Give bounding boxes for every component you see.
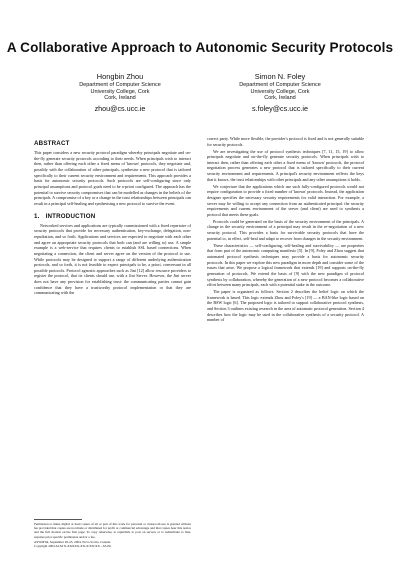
footnote-rule xyxy=(34,519,82,520)
copyright-line: Copyright 2004 ACM X-XXXXX-XX-X/XX/XX ...$5.00. xyxy=(34,544,112,549)
section-heading-introduction xyxy=(34,213,191,221)
author-block xyxy=(40,72,360,124)
copyright-footnote xyxy=(34,522,191,549)
paper-title: A Collaborative Approach to Autonomic Security Protocols xyxy=(6,40,394,55)
right-column xyxy=(207,136,364,323)
abstract-heading: ABSTRACT xyxy=(34,140,70,147)
body-paragraph: correct party. While more flexible, the provider's protocol is fixed and is not generally suitable for security protocols. xyxy=(207,136,364,147)
author-institution: University College, Cork xyxy=(90,88,150,95)
author-email: s.foley@cs.ucc.ie xyxy=(251,103,309,113)
author-location: Cork, Ireland xyxy=(264,95,296,102)
author-2 xyxy=(200,72,360,114)
venue-line: ASWM'04, September 20-23, 2004, Nova Scotia, Canada. xyxy=(34,540,111,545)
author-name: Hongbin Zhou xyxy=(96,72,144,81)
left-column xyxy=(34,140,191,296)
section-title: INTRODUCTION xyxy=(45,212,96,220)
body-paragraph: The paper is organized as follows. Section 2 describes the belief logic on which the framework is based. This logic extends Zhou and Foley's [19] — a BAN-like logic based on the BSW logic [6]. The proposed logic is tailored to support collaborative protocol synthesis, and Section 3 outlines existing research in the area of automatic protocol generation. Section 4 describes how the logic may be used in the collaborative synthesis of a security protocol. A number of xyxy=(207,289,364,323)
section-number: 1. xyxy=(34,212,40,220)
body-paragraph: These characteristics — self-configuring, self-healing and survivability — are properties that form part of the autonomic computing manifesto [5]. In [9], Foley and Zhou suggest that automated protocol synthesis techniques may provide a basis for autonomic security protocols. In this paper we explore this new paradigm in more depth and consider some of the issues that arise. We propose a logical framework that extends [19] and supports on-the-fly generation of protocols. We extend the basis of [9] with the new paradigm of protocol synthesis by collaboration, whereby the generation of a new protocol becomes a collaborative effort between many principals, each with a potential stake in the outcome. xyxy=(207,242,364,288)
body-paragraph: Protocols could be generated on the basis of the security environment of the principals. A change in the security environment of a principal may result in the re-negotiation of a new security protocol. This provides a basis for survivable security protocols that have the potential to, in effect, self-heal and adapt to recover from changes in the security environment. xyxy=(207,218,364,241)
body-paragraph: Networked services and applications are typically commissioned with a fixed repertoire of security protocols that provide for necessary authentication, key-exchange, delegation, non-repudiation, and so forth. Applications and services are expected to negotiate with each other and agree on appropriate security protocols that both can (and are willing to) use. A simple example is a web-service that requires clients to establish SSL based connections. When negotiating a connection, the client and server agree on the version of the protocol to use. While protocols may be designed to support a range of different underlying authentication protocols, and so forth, it is not feasible to expect principals to be, a priori, conversant in all possible protocols. Protocol agnostic approaches such as Jini [12] allow resource providers to register the protocol, that its clients should use, with a Jini Server. However, the Jini server does not have any provision for establishing trust: the communicating parties cannot gain confidence that they have a trustworthy protocol implementation or that they are communicating with the xyxy=(34,222,191,296)
abstract-text: This paper considers a new security protocol paradigm whereby principals negotiate and on-the-fly generate security protocols according to their needs. When principals wish to interact then, rather than offering each other a fixed menu of 'known' protocols, they negotiate and, possibly with the collaboration of other principals, synthesise a new protocol that is tailored specifically to their current security environment and requirements. This approach provides a basis for autonomic security protocols. Such protocols are self-configuring since only principal assumptions and protocol goals need to be a-priori configured. The approach has the potential to survive security compromises that can be modelled as changes in the beliefs of the principals. A compromise of a key or a change in the trust relationships between principals can result in a principal self-healing and synthesising a new protocol to survive the event. xyxy=(34,150,191,206)
body-paragraph: We conjecture that the applications which use such fully-configured protocols would not require configuration to provide a fixed number of 'known' protocols. Instead, the application designer specifies the necessary security requirements for valid interaction. For example, a server may be willing to accept any connection from an authenticated principal: the security requirements and current environment of the server (and client) are used to synthesis a protocol that meets these goals. xyxy=(207,183,364,217)
author-location: Cork, Ireland xyxy=(104,95,136,102)
author-department: Department of Computer Science xyxy=(79,82,161,88)
author-1 xyxy=(40,72,200,114)
author-department: Department of Computer Science xyxy=(239,82,321,88)
author-name: Simon N. Foley xyxy=(254,72,306,81)
permission-notice: Permission to make digital or hard copies of all or part of this work for personal or classroom use is granted without fee provided that copies are not made or distributed for profit or commercial advantage and that copies bear this notice and the full citation on the first page. To copy otherwise, to republish, to post on servers or to redistribute to lists, requires prior specific permission and/or a fee. xyxy=(34,522,191,539)
body-paragraph: We are investigating the use of protocol synthesis techniques [7, 11, 15, 19] to allow principals negotiate and on-the-fly generate security protocols. When principals wish to interact then, rather than offering each other a fixed menu of 'known' protocols, the protocol negotiation process generates a new protocol that is tailored specifically to their current security environment and requirements. A principal's security environment reflects the keys that it knows, the trust relationships with other principals and any other assumptions it holds. xyxy=(207,148,364,182)
author-institution: University College, Cork xyxy=(250,88,310,95)
author-email: zhou@cs.ucc.ie xyxy=(94,103,146,113)
